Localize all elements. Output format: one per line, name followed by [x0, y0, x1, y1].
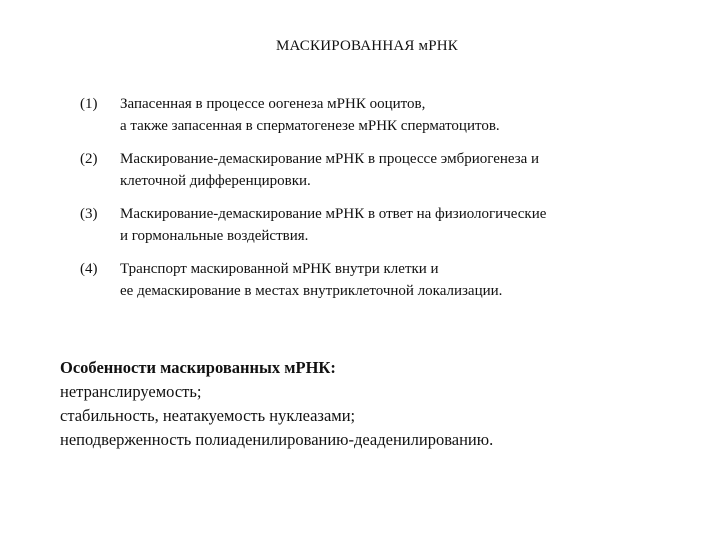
list-item-line: Запасенная в процессе оогенеза мРНК ооцитов,: [120, 96, 426, 112]
feature-line: неподверженность полиаденилированию-деаденилированию.: [60, 430, 494, 449]
features-heading: Особенности маскированных мРНК:: [60, 358, 336, 377]
list-item-line: Маскирование-демаскирование мРНК в процессе эмбриогенеза и: [120, 151, 540, 167]
list-item-line: и гормональные воздействия.: [120, 228, 309, 244]
list-item: [80, 93, 690, 137]
list-item: [80, 258, 690, 302]
list-item-number: (4): [80, 261, 98, 277]
list-item-text: [120, 93, 690, 137]
list-item-line: Транспорт маскированной мРНК внутри клетки и: [120, 261, 439, 277]
feature-line: стабильность, неатакуемость нуклеазами;: [60, 406, 356, 425]
list-item-line: ее демаскирование в местах внутриклеточной локализации.: [120, 283, 503, 299]
list-item-line: Маскирование-демаскирование мРНК в ответ на физиологические: [120, 206, 547, 222]
list-item-line: а также запасенная в сперматогенезе мРНК сперматоцитов.: [120, 118, 500, 134]
list-item: [80, 148, 690, 192]
list-item-number: (2): [80, 151, 98, 167]
list-item-text: [120, 148, 690, 192]
list-item-text: [120, 258, 690, 302]
list-item: [80, 203, 690, 247]
list-item-text: [120, 203, 690, 247]
features-block: [60, 356, 700, 452]
page-title: МАСКИРОВАННАЯ мРНК: [275, 38, 459, 54]
list-item-number: (1): [80, 96, 98, 112]
feature-line: нетранслируемость;: [60, 382, 202, 401]
list-item-line: клеточной дифференцировки.: [120, 173, 311, 189]
numbered-list: [80, 93, 690, 313]
list-item-number: (3): [80, 206, 98, 222]
